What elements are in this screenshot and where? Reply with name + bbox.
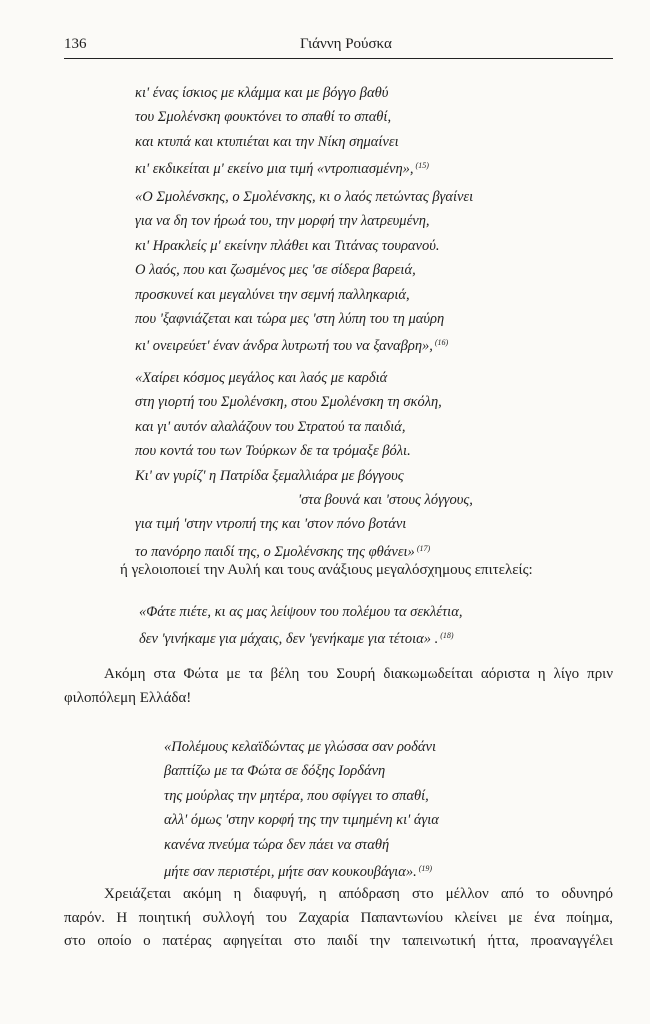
poem-line-text: της μούρλας την μητέρα, που σφίγγει το σπαθί, xyxy=(164,787,429,804)
poem-line xyxy=(135,331,473,355)
poem-line-text: στη γιορτή του Σμολένσκη, στου Σμολένσκη τη σκόλη, xyxy=(135,394,442,411)
poem-line xyxy=(135,283,473,307)
footnote-ref: (18) xyxy=(440,631,454,641)
poem-line xyxy=(164,759,439,783)
footnote-ref: (15) xyxy=(415,161,429,171)
poem-line xyxy=(135,307,473,331)
poem-line xyxy=(135,154,429,178)
poem-line-text: για τιμή 'στην ντροπή της και 'στον πόνο βοτάνι xyxy=(135,516,407,533)
poem-stanza-1 xyxy=(135,81,429,179)
poem-line xyxy=(135,234,473,258)
poem-line xyxy=(164,857,439,881)
prose-3-line-2: παρόν. Η ποιητική συλλογή του Ζαχαρία Παπαντωνίου κλείνει με ένα ποίημα, xyxy=(64,909,613,926)
poem-line-text: κι' Ηρακλείς μ' εκείνην πλάθει και Τιτάνας τουρανού. xyxy=(135,237,440,254)
poem-line-text: προσκυνεί και μεγαλύνει την σεμνή παλληκαριά, xyxy=(135,286,410,303)
poem-line-text: που 'ξαφνιάζεται και τώρα μες 'στη λύπη του τη μαύρη xyxy=(135,310,445,327)
poem-line-text: κι' εκδικείται μ' εκείνο μια τιμή «ντροπιασμένη», xyxy=(135,161,414,178)
poem-line xyxy=(135,366,473,390)
page-number: 136 xyxy=(64,36,87,52)
poem-line-text: δεν 'γινήκαμε για μάχαις, δεν 'γενήκαμε για τέτοια» . xyxy=(139,631,439,648)
poem-line-text: «Χαίρει κόσμος μεγάλος και λαός με καρδιά xyxy=(135,370,388,386)
poem-line xyxy=(164,735,439,759)
poem-line-text: Ο λαός, που και ζωσμένος μες 'σε σίδερα βαρειά, xyxy=(135,262,416,279)
prose-3-line-3: στο οποίο ο πατέρας αφηγείται στο παιδί την ταπεινωτική ήττα, προαναγγέλει xyxy=(64,933,613,949)
poem-line xyxy=(135,415,473,439)
footnote-ref: (19) xyxy=(418,863,433,873)
poem-line-text: που κοντά του των Τούρκων δε τα τρόμαξε βόλι. xyxy=(135,443,411,460)
poem-line xyxy=(135,105,429,129)
poem-line-text: και γι' αυτόν αλαλάζουν του Στρατού τα παιδιά, xyxy=(135,418,406,435)
poem-line xyxy=(164,784,439,808)
poem-stanza-4 xyxy=(139,600,462,649)
header-rule xyxy=(64,58,613,59)
prose-paragraph-3 xyxy=(64,883,613,954)
prose-paragraph-2 xyxy=(64,663,613,710)
poem-stanza-2 xyxy=(135,185,473,356)
poem-line xyxy=(139,624,462,648)
poem-line xyxy=(135,488,473,512)
running-head: Γιάννη Ρούσκα xyxy=(300,36,392,52)
prose-paragraph-1: ή γελοιοποιεί την Αυλή και τους ανάξιους μεγαλόσχημους επιτελείς: xyxy=(120,562,533,578)
poem-line-text: το πανόρηο παιδί της, ο Σμολένσκης της φθάνει» xyxy=(135,543,415,560)
poem-line xyxy=(135,185,473,209)
poem-line xyxy=(164,833,439,857)
poem-line-text: και κτυπά και κτυπιέται και την Νίκη σημαίνει xyxy=(135,133,399,150)
poem-line xyxy=(135,512,473,536)
poem-line-text: «Φάτε πιέτε, κι ας μας λείψουν του πολέμου τα σεκλέτια, xyxy=(139,604,463,620)
poem-line-text: κι' ονειρεύετ' έναν άνδρα λυτρωτή του να ξαναβρη», xyxy=(135,338,433,355)
poem-line-text: κι' ένας ίσκιος με κλάμμα και με βόγγο βαθύ xyxy=(135,85,389,101)
prose-3-line-1: Χρειάζεται ακόμη η διαφυγή, η απόδραση στο μέλλον από το οδυνηρό xyxy=(104,886,613,902)
poem-line-text: για να δη τον ήρωά του, την μορφή την λατρευμένη, xyxy=(135,213,430,230)
poem-line-text: Κι' αν γυρίζ' η Πατρίδα ξεμαλλιάρα με βόγγους xyxy=(135,467,404,484)
poem-line-text: «Πολέμους κελαϊδώντας με γλώσσα σαν ροδάνι xyxy=(164,739,436,755)
poem-line xyxy=(135,130,429,154)
prose-2-line-1: Ακόμη στα Φώτα με τα βέλη του Σουρή διακωμωδείται αόριστα η λίγο πριν xyxy=(104,666,613,682)
poem-line xyxy=(135,209,473,233)
poem-line-text: κανένα πνεύμα τώρα δεν πάει να σταθή xyxy=(164,836,390,853)
poem-line xyxy=(139,600,462,624)
poem-line xyxy=(135,439,473,463)
poem-line xyxy=(135,537,473,561)
poem-line xyxy=(164,808,439,832)
poem-line-text: βαπτίζω με τα Φώτα σε δόξης Ιορδάνη xyxy=(164,763,386,780)
poem-stanza-3 xyxy=(135,366,473,561)
poem-line-text: «Ο Σμολένσκης, ο Σμολένσκης, κι ο λαός πετώντας βγαίνει xyxy=(135,189,474,205)
poem-line-text: 'στα βουνά και 'στους λόγγους, xyxy=(298,491,473,508)
poem-line-text: αλλ' όμως 'στην κορφή της την τιμημένη κι' άγια xyxy=(164,812,439,829)
poem-line xyxy=(135,81,429,105)
poem-line-text: μήτε σαν περιστέρι, μήτε σαν κουκουβάγια». xyxy=(164,863,417,880)
poem-stanza-5 xyxy=(164,735,439,881)
footnote-ref: (16) xyxy=(434,338,449,348)
poem-line xyxy=(135,390,473,414)
poem-line xyxy=(135,258,473,282)
poem-line xyxy=(135,464,473,488)
prose-2-line-2: φιλοπόλεμη Ελλάδα! xyxy=(64,689,192,706)
footnote-ref: (17) xyxy=(416,543,431,553)
poem-line-text: του Σμολένσκη φουκτόνει το σπαθί το σπαθί, xyxy=(135,109,392,126)
